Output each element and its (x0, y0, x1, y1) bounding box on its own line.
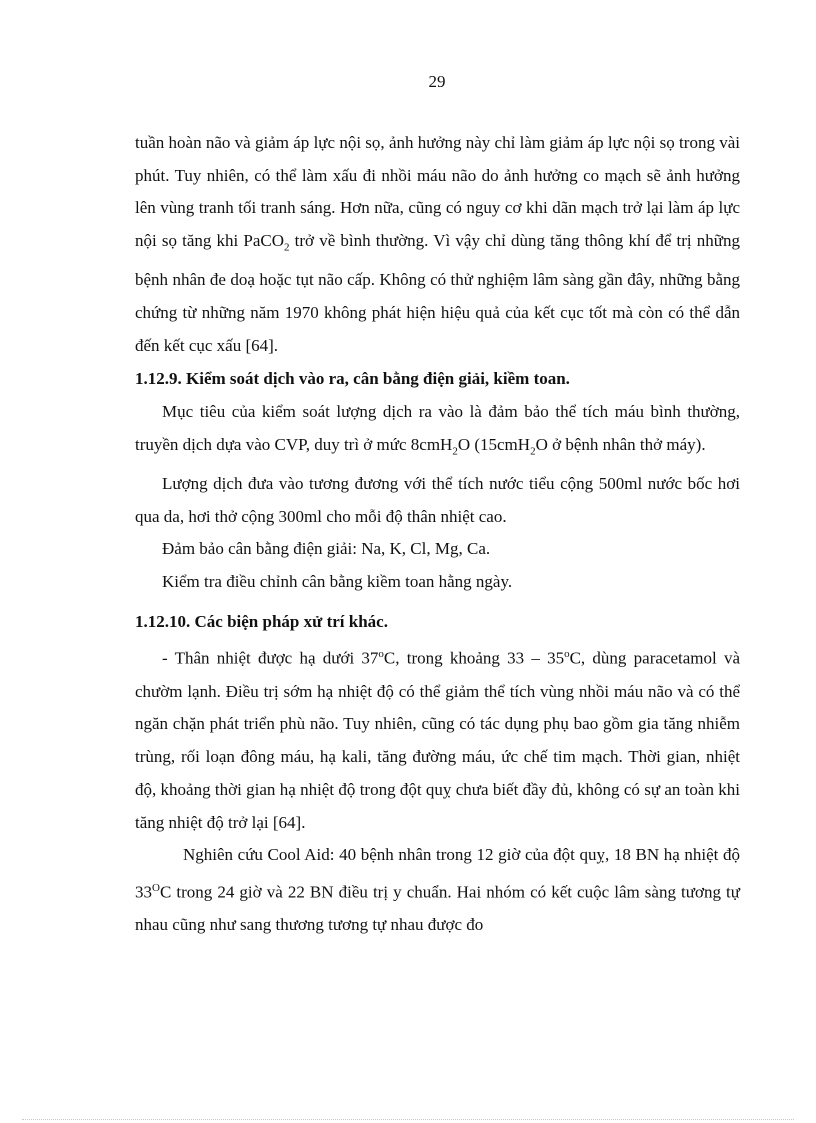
paragraph-cool-aid-study: Nghiên cứu Cool Aid: 40 bệnh nhân trong 12 giờ của đột quỵ, 18 BN hạ nhiệt độ $33^OC$ trong 24 giờ và 22 BN điều trị y chuẩn. Hai nhóm có kết cuộc lâm sàng tương tự nhau cũng như sang thương tương tự nhau được đo (135, 845, 740, 935)
section-heading-fluid-control: 1.12.9. Kiểm soát dịch vào ra, cân bằng điện giải, kiềm toan. (135, 369, 570, 389)
paragraph-fluid-volume: Lượng dịch đưa vào tương đương với thể tích nước tiểu cộng 500ml nước bốc hơi qua da, hơi thở cộng 300ml cho mỗi độ thân nhiệt cao. (135, 473, 740, 526)
paragraph-hyperventilation: tuần hoàn não và giảm áp lực nội sọ, ảnh hưởng này chỉ làm giảm áp lực nội sọ trong vài phút. Tuy nhiên, có thể làm xấu đi nhồi máu não do ảnh hưởng co mạch sẽ ảnh hưởng lên vùng tranh tối tranh sáng. Hơn nữa, cũng có nguy cơ khi dãn mạch trở lại làm áp lực nội sọ tăng khi PaCO$_2$ trở về bình thường. Vì vậy chỉ dùng tăng thông khí để trị những bệnh nhân đe doạ hoặc tụt não cấp. Không có thử nghiệm lâm sàng gần đây, những bằng chứng từ những năm 1970 không phát hiện hiệu quả của kết cục tốt mà còn có thể dẫn đến kết cục xấu [64]. (135, 133, 740, 355)
page-number: 29 (428, 72, 446, 91)
paragraph-fluid-goal: Mục tiêu của kiểm soát lượng dịch ra vào là đảm bảo thể tích máu bình thường, truyền dịch dựa vào CVP, duy trì ở mức 8cmH$_2$O (15cmH$_2$O ở bệnh nhân thở máy). (135, 402, 740, 458)
paragraph-hypothermia: - Thân nhiệt được hạ dưới 37$^o$C, trong khoảng 33 – 35$^o$C, dùng paracetamol và chườm lạnh. Điều trị sớm hạ nhiệt độ có thể giảm thể tích vùng nhồi máu não và có thể ngăn chặn phát triển phù não. Tuy nhiên, cũng có tác dụng phụ bao gồm gia tăng nhiễm trùng, rối loạn đông máu, hạ kali, tăng đường máu, ức chế tim mạch. Thời gian, nhiệt độ, khoảng thời gian hạ nhiệt độ trong đột quỵ chưa biết đầy đủ, không có sự an toàn khi tăng nhiệt độ trở lại [64]. (135, 648, 740, 832)
paragraph-acid-base: Kiểm tra điều chỉnh cân bằng kiềm toan hằng ngày. (162, 571, 513, 591)
document-body (135, 127, 740, 942)
page-bottom-border (22, 1119, 794, 1120)
paragraph-electrolytes: Đảm bảo cân bằng điện giải: Na, K, Cl, Mg, Ca. (162, 539, 491, 559)
section-heading-other-measures: 1.12.10. Các biện pháp xử trí khác. (135, 611, 388, 631)
